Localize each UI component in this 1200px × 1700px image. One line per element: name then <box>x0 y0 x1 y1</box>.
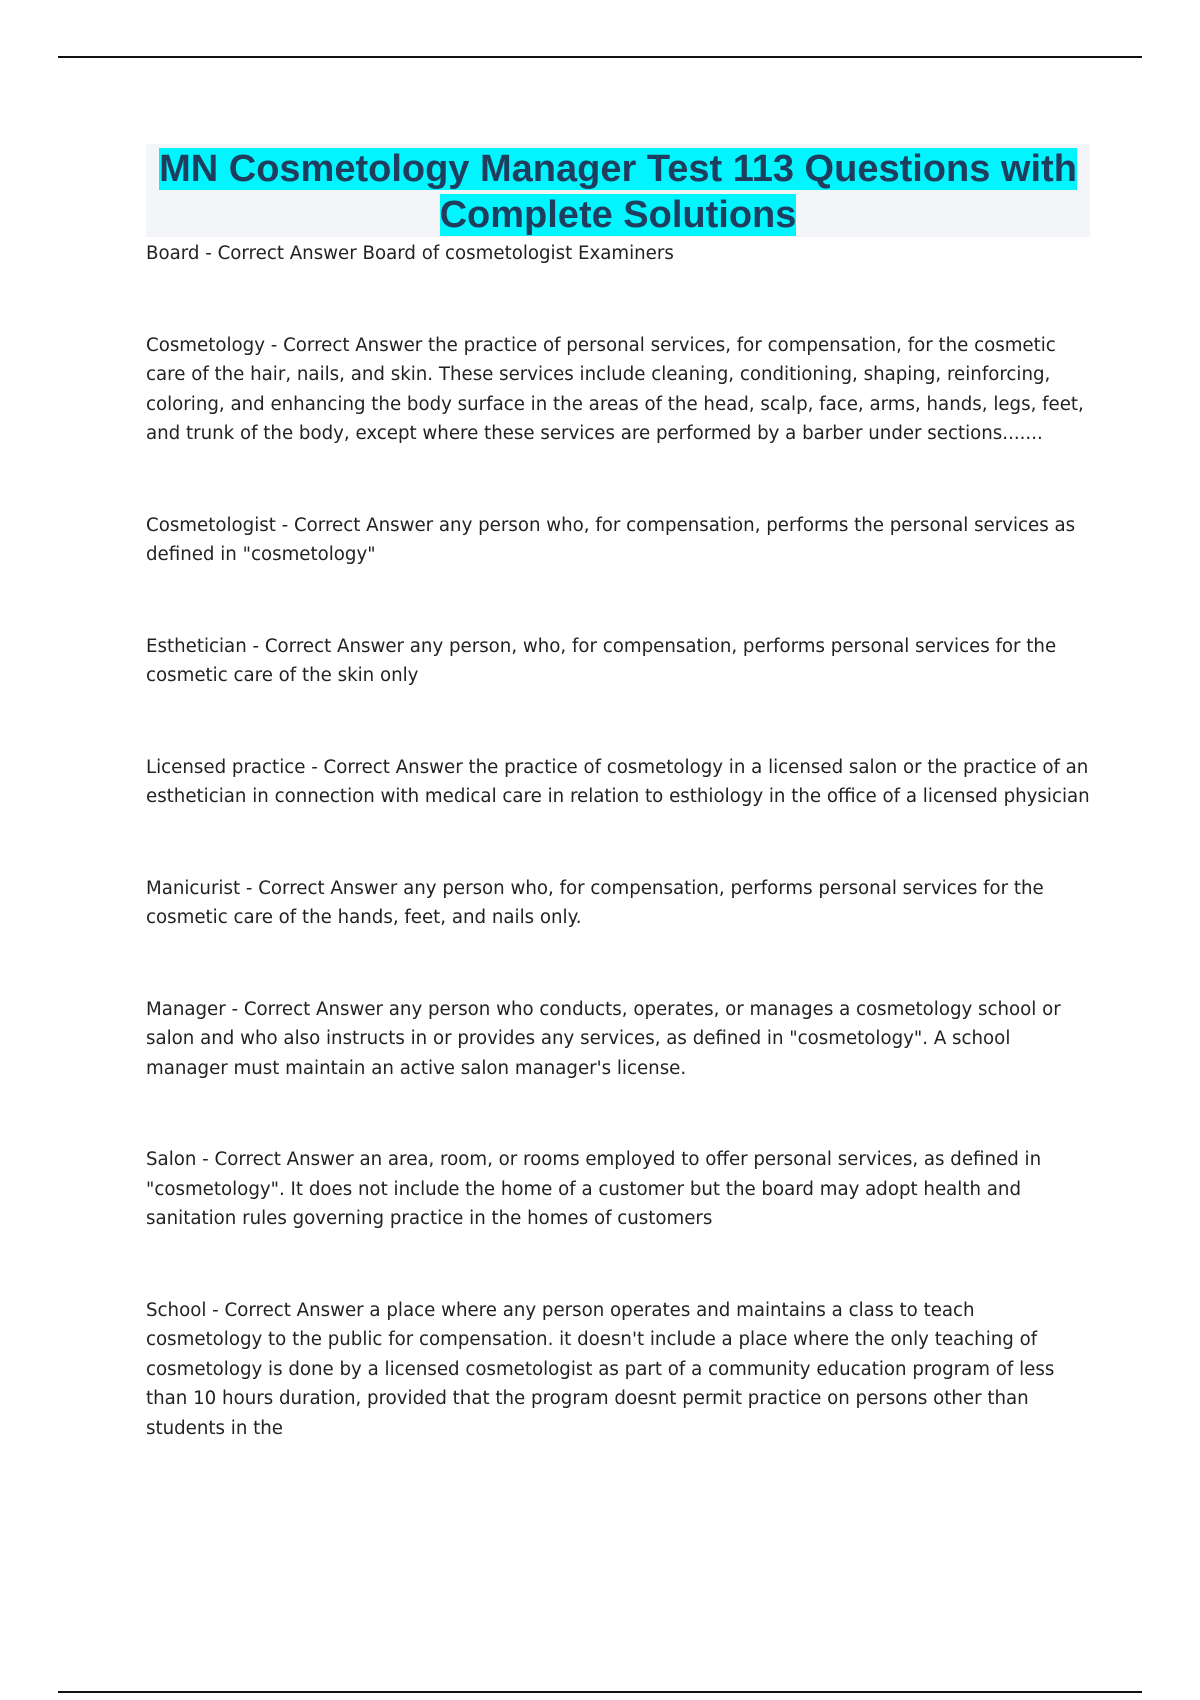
title-block <box>146 144 1090 237</box>
definition-manager: Manager - Correct Answer any person who conducts, operates, or manages a cosmetology school or salon and who also instructs in or provides any services, as defined in "cosmetology". A school manager must maintain an active salon manager's license. <box>146 998 1061 1079</box>
definition-licensed-practice: Licensed practice - Correct Answer the practice of cosmetology in a licensed salon or the practice of an esthetician in connection with medical care in relation to esthiology in the office of a licensed physician <box>146 756 1090 807</box>
definition-esthetician: Esthetician - Correct Answer any person, who, for compensation, performs personal services for the cosmetic care of the skin only <box>146 635 1057 686</box>
definition-school: School - Correct Answer a place where any person operates and maintains a class to teach cosmetology to the public for compensation. it doesn't include a place where the only teaching of cosmetology is done by a licensed cosmetologist as part of a community education program of less than 10 hours duration, provided that the program doesnt permit practice on persons other than students in the <box>146 1299 1055 1439</box>
definition-cosmetology: Cosmetology - Correct Answer the practice of personal services, for compensation, for the cosmetic care of the hair, nails, and skin. These services include cleaning, conditioning, shaping, reinforcing, coloring, and enhancing the body surface in the areas of the head, scalp, face, arms, hands, legs, feet, and trunk of the body, except where these services are performed by a barber under sections....... <box>146 334 1084 444</box>
document-title <box>146 144 1090 238</box>
definition-cosmetologist: Cosmetologist - Correct Answer any person who, for compensation, performs the personal services as defined in "cosmetology" <box>146 514 1076 565</box>
definition-list <box>146 239 1090 1505</box>
document-title-text: MN Cosmetology Manager Test 113 Questions with Complete Solutions <box>159 148 1077 236</box>
definition-board: Board - Correct Answer Board of cosmetologist Examiners <box>146 243 674 264</box>
footer-rule <box>58 1691 1142 1693</box>
header-rule <box>58 56 1142 58</box>
definition-salon: Salon - Correct Answer an area, room, or rooms employed to offer personal services, as defined in "cosmetology". It does not include the home of a customer but the board may adopt health and sanitation rules governing practice in the homes of customers <box>146 1149 1042 1229</box>
definition-manicurist: Manicurist - Correct Answer any person who, for compensation, performs personal services for the cosmetic care of the hands, feet, and nails only. <box>146 877 1044 928</box>
